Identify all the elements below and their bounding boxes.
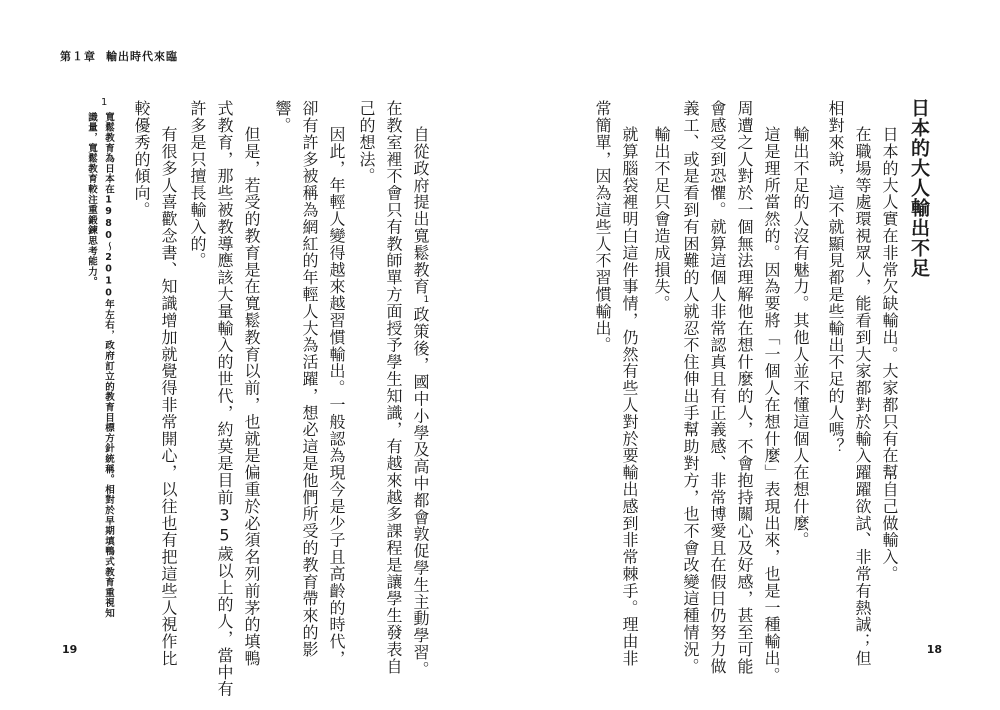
right-line-5: 這是理所當然的。因為要將「一個人在想什麼」表現出來，也是一種輸出。 bbox=[762, 126, 781, 684]
right-line-4: 輸出不足的人沒有魅力。其他人並不懂這個人在想什麼。 bbox=[791, 126, 810, 549]
right-line-7: 會感受到恐懼。就算這個人非常認真且有正義感、非常博愛且在假日仍努力做 bbox=[708, 100, 727, 675]
right-line-2: 在職場等處環視眾人，能看到大家都對於輸入躍躍欲試、非常有熱誠；但 bbox=[853, 126, 872, 667]
left-line-5: 卻有許多被稱為網紅的年輕人大為活躍，想必這是他們所受的教育帶來的影 bbox=[300, 100, 319, 658]
right-line-10: 就算腦袋裡明白這件事情，仍然有些人對於要輸出感到非常棘手。理由非 bbox=[620, 126, 639, 667]
page-number-left: 19 bbox=[62, 643, 78, 656]
left-line-7: 但是，若受的教育是在寬鬆教育以前，也就是偏重於必須名列前茅的填鴨 bbox=[242, 126, 261, 667]
left-line-3: 己的想法。 bbox=[357, 100, 376, 185]
left-line-11: 較優秀的傾向。 bbox=[132, 100, 151, 219]
chapter-title: 輸出時代來臨 bbox=[106, 50, 178, 63]
chapter-number: 第１章 bbox=[60, 50, 96, 63]
left-line-4: 因此，年輕人變得越來越習慣輸出。一般認為現今是少子且高齡的時代， bbox=[327, 126, 346, 667]
right-line-3: 相對來說，這不就顯見都是些輸出不足的人嗎？ bbox=[826, 100, 845, 455]
left-line-2: 在教室裡不會只有教師單方面授予學生知識，有越來越多課程是讓學生發表自 bbox=[384, 100, 403, 675]
page-number-right: 18 bbox=[926, 643, 942, 656]
running-header bbox=[60, 48, 178, 64]
right-line-9: 輸出不足只會造成損失。 bbox=[652, 126, 671, 312]
left-line-1 bbox=[407, 126, 439, 678]
left-line-6: 響。 bbox=[273, 100, 292, 134]
right-line-8: 義工、或是看到有困難的人就忍不住伸出手幫助對方，也不會改變這種情況。 bbox=[681, 100, 700, 675]
footnote-mark: 1 bbox=[101, 97, 108, 108]
right-line-6: 周遭之人對於一個無法理解他在想什麼的人，不會抱持關心及好感，甚至可能 bbox=[735, 100, 754, 675]
right-line-11: 常簡單，因為這些人不習慣輸出。 bbox=[593, 100, 612, 354]
footnote-ref: 1 bbox=[421, 295, 432, 306]
right-line-1: 日本的大人實在非常欠缺輸出。大家都只有在幫自己做輸入。 bbox=[880, 126, 899, 583]
section-title: 日本的大人輸出不足 bbox=[908, 98, 930, 278]
left-line-10: 有很多人喜歡念書、知識增加就覺得非常開心，以往也有把這些人視作比 bbox=[159, 126, 178, 667]
left-line-1-b: 政策後，國中小學及高中都會敦促學生主動學習。 bbox=[411, 305, 430, 678]
left-line-9: 許多是只擅長輸入的。 bbox=[188, 100, 207, 269]
left-line-1-a: 自從政府提出寬鬆教育 bbox=[411, 126, 430, 295]
left-line-8: 式教育，那些被教導應該大量輸入的世代，約莫是目前35歲以上的人，當中有 bbox=[215, 100, 234, 698]
footnote-line-1: 寬鬆教育為日本在1980～2010年左右，政府訂立的教育目標方針統稱。相對於早期填鴨式教育重視知 bbox=[103, 112, 114, 619]
footnote-line-2: 識量，寬鬆教育較注重鍛鍊思考能力。 bbox=[86, 112, 97, 288]
